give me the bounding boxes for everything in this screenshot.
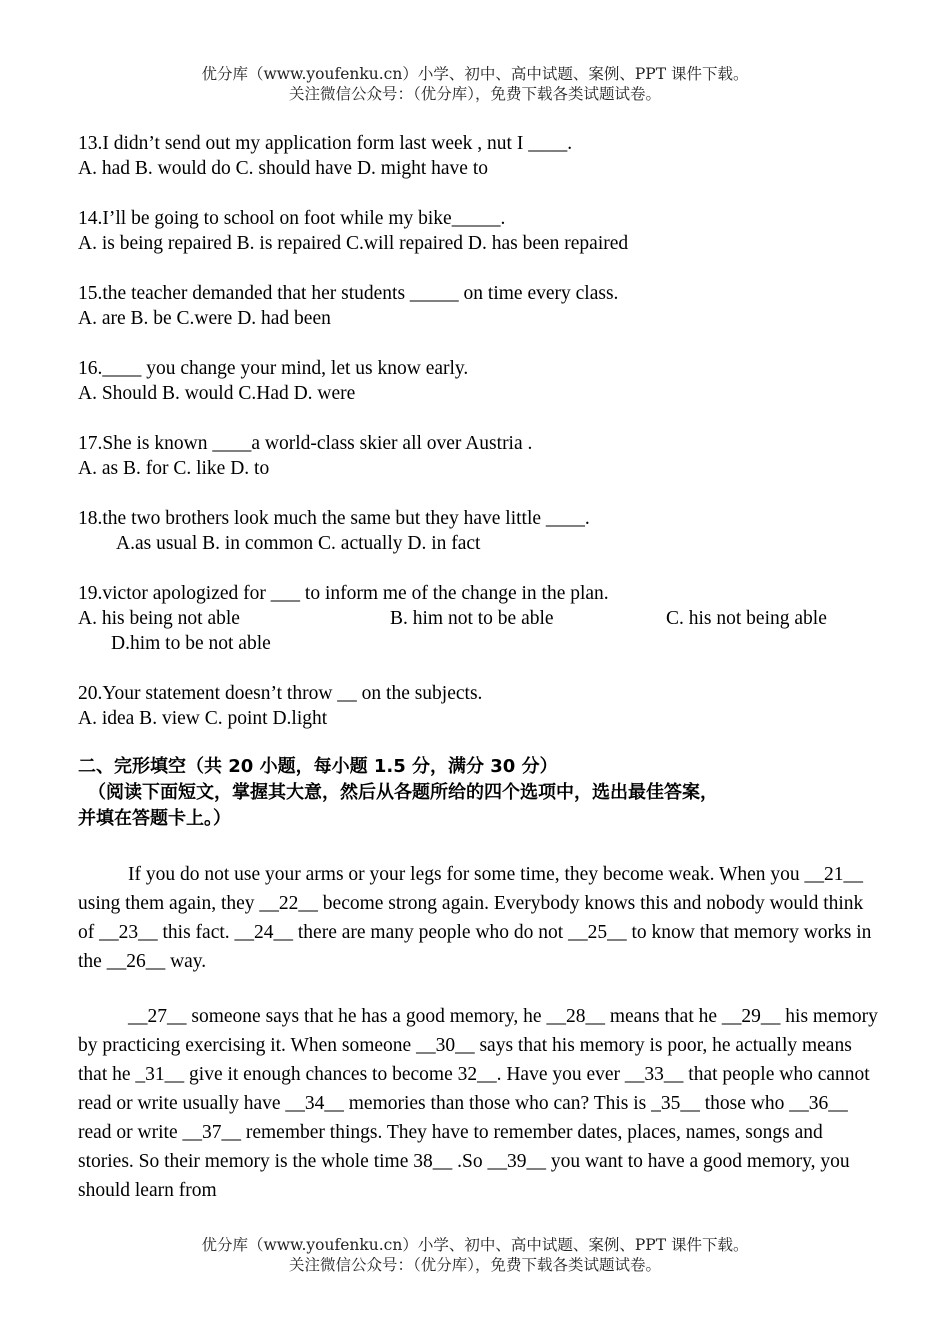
section-note-line-1: （阅读下面短文，掌握其大意，然后从各题所给的四个选项中，选出最佳答案， [88, 782, 718, 803]
question-18 [78, 506, 878, 556]
question-stem: 14.I’ll be going to school on foot while my bike_____. [78, 208, 506, 229]
question-options: A. are B. be C.were D. had been [78, 308, 331, 329]
question-options: A. Should B. would C.Had D. were [78, 383, 356, 404]
question-options: A. had B. would do C. should have D. might have to [78, 158, 489, 179]
question-stem: 13.I didn’t send out my application form last week , nut I ____. [78, 133, 573, 154]
section-title: 二、完形填空（共 20 小题，每小题 1.5 分，满分 30 分） [78, 756, 558, 777]
question-13 [78, 131, 878, 181]
header-line-2: 关注微信公众号：（优分库），免费下载各类试题试卷。 [288, 85, 661, 103]
header-line-1: 优分库（www.youfenku.cn）小学、初中、高中试题、案例、PPT 课件下载。 [201, 65, 749, 83]
page-header [0, 64, 950, 104]
question-stem: 16.____ you change your mind, let us know early. [78, 358, 469, 379]
passage-paragraph-1: If you do not use your arms or your legs for some time, they become weak. When you __21__ using them again, they __22__ become strong again. Everybody knows this and nobody would think of __23__ this fact. __24__ there are many people who do not __25__ to know that memory works in the __26__ way. [78, 864, 872, 972]
footer-line-2: 关注微信公众号：（优分库），免费下载各类试题试卷。 [288, 1256, 661, 1274]
question-stem: 20.Your statement doesn’t throw __ on the subjects. [78, 683, 483, 704]
question-14 [78, 206, 878, 256]
question-15 [78, 281, 878, 331]
question-stem: 17.She is known ____a world-class skier all over Austria . [78, 433, 533, 454]
cloze-passage [78, 860, 878, 1205]
option-d: D.him to be not able [111, 633, 271, 654]
question-stem: 18.the two brothers look much the same but they have little ____. [78, 508, 590, 529]
option-b: B. him not to be able [390, 608, 554, 629]
footer-line-1: 优分库（www.youfenku.cn）小学、初中、高中试题、案例、PPT 课件下载。 [201, 1236, 749, 1254]
question-options [78, 606, 878, 631]
question-16 [78, 356, 878, 406]
question-19 [78, 581, 878, 656]
question-options: A. idea B. view C. point D.light [78, 708, 328, 729]
question-options: A. is being repaired B. is repaired C.will repaired D. has been repaired [78, 233, 629, 254]
question-options: A.as usual B. in common C. actually D. in fact [116, 533, 481, 554]
question-17 [78, 431, 878, 481]
section-heading [78, 754, 878, 832]
question-options: A. as B. for C. like D. to [78, 458, 270, 479]
section-note-line-2: 并填在答题卡上。） [78, 808, 231, 829]
page-footer [0, 1235, 950, 1275]
passage-paragraph-2: __27__ someone says that he has a good memory, he __28__ means that he __29__ his memory by practicing exercising it. When someone __30__ says that his memory is poor, he actually means that he _31__ give it enough chances to become 32__. Have you ever __33__ that people who cannot read or write usually have __34__ memories than those who can? This is _35__ those who __36__ read or write __37__ remember things. They have to remember dates, places, names, songs and stories. So their memory is the whole time 38__ .So __39__ you want to have a good memory, you should learn from [78, 1006, 878, 1201]
option-c: C. his not being able [666, 608, 827, 629]
question-stem: 19.victor apologized for ___ to inform me of the change in the plan. [78, 583, 609, 604]
option-a: A. his being not able [78, 608, 240, 629]
question-20 [78, 681, 878, 731]
question-stem: 15.the teacher demanded that her students _____ on time every class. [78, 283, 619, 304]
document-body [78, 131, 878, 1231]
